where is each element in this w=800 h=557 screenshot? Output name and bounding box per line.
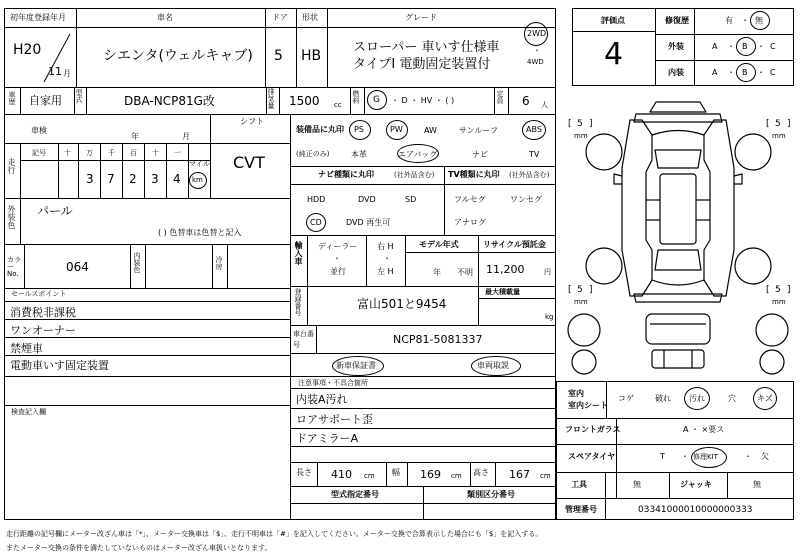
model-label: 型式 [75, 89, 83, 103]
color-change-note: ( ) 色替車は色替と記入 [158, 228, 242, 237]
recycle-unit: 円 [544, 268, 551, 276]
sheet-kizu: キズ [757, 394, 773, 403]
equip-airbag: エアバッグ [398, 150, 438, 159]
displacement-label: 排気量 [267, 88, 275, 109]
equip-tv: TV [529, 150, 540, 159]
digit-1: 3 [86, 172, 94, 186]
mark-label: 記号 [32, 149, 46, 157]
sheet-yogore: 汚れ [689, 394, 705, 403]
exterior-grade-a: A [712, 42, 718, 51]
displacement: 1500 [289, 94, 320, 108]
tread-rr-open: [ [766, 285, 770, 295]
exterior-color-label: 外装色 [7, 205, 16, 229]
interior-dot-2: ・ [757, 68, 765, 77]
repair-history-label: 修復歴 [665, 16, 689, 25]
model-year-label: モデル年式 [419, 240, 459, 249]
digit-header-5: 一 [174, 149, 181, 157]
jack: 無 [753, 480, 761, 489]
kg-unit: kg [545, 313, 554, 321]
tread-rr: 5 [775, 285, 781, 295]
equip-pw: PW [390, 125, 403, 134]
interior-dot-1: ・ [727, 68, 735, 77]
import-left-h: 左 H [377, 267, 394, 276]
chassis-number: NCP81-5081337 [393, 333, 483, 346]
tread-rr-unit: mm [772, 298, 786, 306]
import-dealer: ディーラー [318, 242, 358, 251]
grade-label: グレード [405, 13, 437, 22]
exterior-dot-1: ・ [727, 42, 735, 51]
digit-header-1: 万 [86, 149, 93, 157]
category-label: 類別区分番号 [467, 490, 515, 499]
fuel-label: 燃料 [352, 90, 360, 104]
spare-none: 欠 [761, 452, 769, 461]
exterior-dot-2: ・ [757, 42, 765, 51]
inspection-label: 車検 [31, 126, 47, 135]
capacity-unit: 人 [541, 101, 548, 109]
cc-unit: cc [334, 101, 342, 109]
sales-point-1: ワンオーナー [10, 324, 76, 337]
capacity: 6 [522, 94, 530, 108]
mileage-label: 走行 [7, 158, 16, 174]
tv-analog: アナログ [454, 218, 486, 227]
tv-types-label: TV種類に丸印 [448, 170, 500, 179]
equipment-label: 装備品に丸印 [296, 125, 344, 134]
import-dot: ・ [333, 254, 341, 263]
import-parallel: 並行 [330, 267, 346, 276]
usage-label: 車歴 [8, 91, 16, 105]
spare-dot-2: ・ [744, 452, 752, 461]
digit-header-4: 十 [152, 149, 159, 157]
interior-grade-b: B [742, 68, 748, 77]
spare-kit: 修理KIT [693, 453, 718, 461]
notes-label: 注意事項・不具合箇所 [298, 379, 368, 387]
plate-number: 富山501と9454 [357, 297, 447, 311]
max-load-label: 最大積載量 [485, 288, 520, 296]
tools-label: 工具 [571, 480, 587, 489]
equip-sunroof: サンルーフ [459, 126, 498, 135]
exterior-grade-c: C [770, 42, 776, 51]
interior-sheet-label-1: 室内 [568, 389, 584, 398]
first-reg-year: H20 [13, 42, 42, 58]
height: 167 [509, 468, 530, 481]
tread-fl-close: ] [589, 119, 593, 129]
navi-dvd-play: DVD 再生可 [346, 218, 391, 227]
shape: HB [301, 48, 322, 64]
width-unit: cm [451, 472, 462, 480]
tools: 無 [633, 480, 641, 489]
digit-5: 4 [173, 172, 181, 186]
tread-rl-unit: mm [574, 298, 588, 306]
tread-rl: 5 [577, 285, 583, 295]
door-label: ドア [272, 13, 288, 22]
tread-fl-open: [ [568, 119, 572, 129]
windshield: A ・ ×要ス [683, 425, 725, 434]
mgmt-label: 管理番号 [565, 505, 597, 514]
chassis-label: 車台番号 [293, 330, 314, 349]
aircon-label: 冷房 [215, 256, 223, 270]
doors: 5 [274, 48, 283, 64]
model-code: DBA-NCP81G改 [124, 94, 215, 108]
repair-yes: 有 [725, 16, 733, 25]
tread-fl: 5 [577, 119, 583, 129]
spare-label: スペアタイヤ [568, 452, 616, 461]
mile-label: マイル [189, 160, 210, 168]
interior-grade-c: C [770, 68, 776, 77]
shift: CVT [233, 153, 265, 172]
navi-hdd: HDD [307, 195, 326, 204]
sheet-ana: 穴 [728, 394, 736, 403]
month-unit: 月 [63, 69, 71, 78]
digit-header-2: 千 [108, 149, 115, 157]
tread-fr-open: [ [766, 119, 770, 129]
grade-line2: タイプⅠ 電動固定装置付 [353, 57, 491, 72]
km-label: km [192, 176, 203, 184]
note-2: ドアミラーA [296, 432, 359, 445]
equip-aw: AW [424, 126, 437, 135]
car-name-label: 車名 [157, 13, 173, 22]
navi-types-label: ナビ種類に丸印 [318, 170, 374, 179]
height-unit: cm [540, 472, 551, 480]
width-label: 幅 [392, 468, 400, 477]
manual: 車両取説 [477, 361, 509, 370]
score-label: 評価点 [601, 16, 625, 25]
sheet-koge: コゲ [618, 394, 634, 403]
mgmt-number: 03341000010000000333 [638, 505, 753, 515]
plate-label: 登録番号 [294, 288, 302, 316]
capacity-label: 定員 [496, 90, 504, 104]
shape-label: 形状 [302, 13, 318, 22]
spare-dot-1: ・ [681, 452, 689, 461]
usage: 自家用 [29, 94, 62, 107]
color-code-label: カラーNo. [7, 256, 21, 278]
height-label: 高さ [473, 468, 489, 477]
footer-line2: またメーター交換の条件を満たしていないものはメーター改ざん車扱いとなります。 [6, 544, 272, 552]
sales-point-0: 消費税非課税 [10, 306, 76, 319]
new-warranty: 新車保証書 [336, 361, 376, 370]
recycle-label: リサイクル預託金 [483, 240, 546, 249]
inspection-year-unit: 年 [131, 132, 139, 141]
tread-fr: 5 [775, 119, 781, 129]
equip-ps: PS [354, 125, 364, 134]
drive-4wd: 4WD [527, 58, 544, 66]
drive-2wd: 2WD [527, 29, 547, 38]
shift-label: シフト [240, 117, 264, 126]
fuel-g: G [373, 95, 380, 105]
import-label: 輸入車 [294, 241, 303, 265]
digit-header-0: 十 [64, 149, 71, 157]
tv-types-note: (社外品含む) [509, 171, 550, 179]
model-year-unknown: 不明 [457, 268, 473, 277]
note-0: 内装A汚れ [296, 393, 348, 406]
car-name: シエンタ(ウェルキャブ) [103, 48, 253, 64]
car-body-diagram [560, 100, 796, 380]
grade-line1: スローパー 車いす仕様車 [353, 40, 500, 55]
equipment-note: (純正のみ) [296, 150, 330, 158]
tv-oneseg: ワンセグ [510, 195, 542, 204]
repair-dot: ・ [741, 16, 749, 25]
footer-line1: 走行距離の記号欄にメーター改ざん車は「*」、メーター交換車は「$」、走行不明車は「#」を記入してください。メーター交換で合算表示した場合にも「$」を記入する。 [6, 530, 543, 538]
interior-color-label: 内装色 [133, 252, 141, 273]
digit-header-3: 百 [130, 149, 137, 157]
navi-types-note: (社外品含む) [394, 171, 435, 179]
tread-fr-close: ] [787, 119, 791, 129]
length-label: 長さ [296, 468, 312, 477]
tread-rl-close: ] [589, 285, 593, 295]
spare-t: T [660, 452, 665, 461]
type-designation-label: 型式指定番号 [331, 490, 379, 499]
length-unit: cm [364, 472, 375, 480]
sales-points-label: セールスポイント [11, 290, 67, 298]
digit-4: 3 [151, 172, 159, 186]
tread-rr-close: ] [787, 285, 791, 295]
sheet-yabure: 破れ [655, 394, 671, 403]
length: 410 [331, 468, 352, 481]
tread-rl-open: [ [568, 285, 572, 295]
digit-2: 7 [107, 172, 115, 186]
interior-grade-a: A [712, 68, 718, 77]
digit-3: 2 [129, 172, 137, 186]
score-value: 4 [604, 37, 624, 72]
width: 169 [420, 468, 441, 481]
import-dot-2: ・ [383, 254, 391, 263]
sales-point-2: 禁煙車 [10, 342, 43, 355]
navi-sd: SD [405, 195, 417, 204]
navi-dvd: DVD [358, 195, 376, 204]
first-reg-label: 初年度登録年月 [10, 13, 66, 22]
import-right-h: 右 H [377, 242, 394, 251]
sales-point-3: 電動車いす固定装置 [10, 359, 109, 372]
inspection-month-unit: 月 [182, 132, 190, 141]
equip-abs: ABS [526, 125, 542, 134]
exterior-color: パール [37, 204, 73, 218]
color-code: 064 [66, 260, 89, 274]
equip-leather: 本革 [351, 150, 367, 159]
drive-dot: ・ [533, 46, 541, 55]
tv-fullseg: フルセグ [454, 195, 486, 204]
recycle-value: 11,200 [486, 263, 525, 276]
inspector-label: 検査記入欄 [11, 408, 46, 416]
model-year-year: 年 [433, 268, 441, 277]
fuel-options: ・ D ・ HV ・ ( ) [391, 96, 455, 105]
repair-no: 無 [755, 16, 763, 25]
first-reg-month: 11 [48, 65, 62, 78]
navi-cd: CD [310, 218, 322, 227]
windshield-label: フロントガラス [565, 425, 621, 434]
equip-navi: ナビ [472, 150, 488, 159]
tread-fr-unit: mm [772, 132, 786, 140]
exterior-grade-label: 外装 [668, 42, 684, 51]
interior-sheet-label: 室内シート [568, 401, 608, 410]
jack-label: ジャッキ [680, 480, 712, 489]
exterior-grade-b: B [742, 42, 748, 51]
tread-fl-unit: mm [574, 132, 588, 140]
note-1: ロアサポート歪 [296, 413, 373, 426]
interior-grade-label: 内装 [668, 68, 684, 77]
